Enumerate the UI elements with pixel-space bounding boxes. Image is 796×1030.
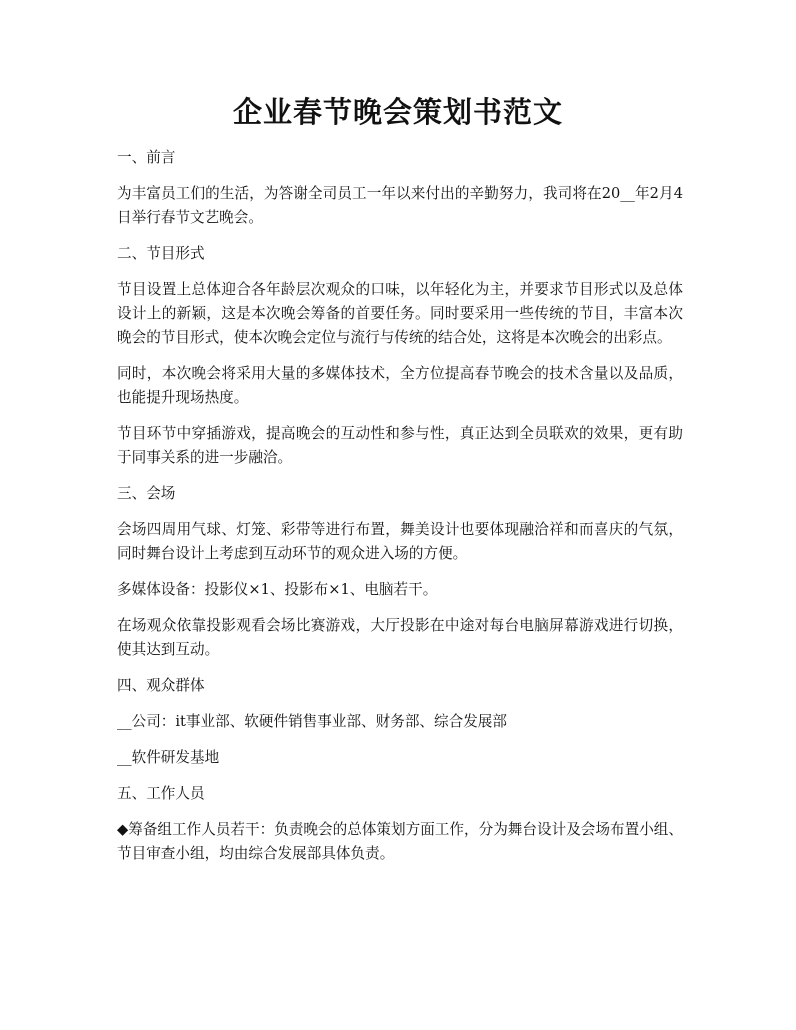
paragraph: 为丰富员工们的生活，为答谢全司员工一年以来付出的辛勤努力，我司将在20__年2月4日举行春节文艺晚会。 <box>117 185 683 226</box>
paragraph: 节目设置上总体迎合各年龄层次观众的口味，以年轻化为主，并要求节目形式以及总体设计上的新颖，这是本次晚会筹备的首要任务。同时要采用一些传统的节目，丰富本次晚会的节目形式，使本次晚会定位与流行与传统的结合处，这将是本次晚会的出彩点。 <box>117 281 683 346</box>
paragraph: __公司：it事业部、软硬件销售事业部、财务部、综合发展部 <box>117 713 507 730</box>
document-title: 企业春节晚会策划书范文 <box>232 95 563 129</box>
section-heading-staff: 五、工作人员 <box>117 785 205 802</box>
section-heading-venue: 三、会场 <box>117 485 176 502</box>
paragraph: __软件研发基地 <box>117 749 220 766</box>
section-heading-audience: 四、观众群体 <box>117 677 205 694</box>
paragraph: 在场观众依靠投影观看会场比赛游戏，大厅投影在中途对每台电脑屏幕游戏进行切换，使其达到互动。 <box>117 617 683 658</box>
section-heading-preface: 一、前言 <box>117 149 176 166</box>
paragraph: 节目环节中穿插游戏，提高晚会的互动性和参与性，真正达到全员联欢的效果，更有助于同事关系的进一步融洽。 <box>117 425 683 466</box>
section-heading-program-format: 二、节目形式 <box>117 245 205 262</box>
paragraph: 同时，本次晚会将采用大量的多媒体技术，全方位提高春节晚会的技术含量以及品质，也能提升现场热度。 <box>117 365 683 406</box>
paragraph: ◆筹备组工作人员若干：负责晚会的总体策划方面工作，分为舞台设计及会场布置小组、节目审查小组，均由综合发展部具体负责。 <box>117 821 683 862</box>
document-body <box>117 146 683 878</box>
paragraph: 多媒体设备：投影仪×1、投影布×1、电脑若干。 <box>117 581 438 598</box>
paragraph: 会场四周用气球、灯笼、彩带等进行布置，舞美设计也要体现融洽祥和而喜庆的气氛，同时舞台设计上考虑到互动环节的观众进入场的方便。 <box>117 521 683 562</box>
